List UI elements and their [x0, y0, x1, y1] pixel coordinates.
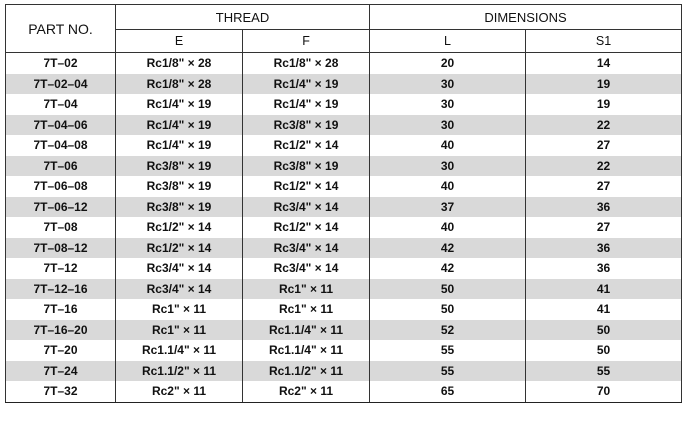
- cell-thread-e: Rc3/4" × 14: [116, 258, 243, 279]
- header-e: E: [116, 30, 243, 53]
- cell-thread-f: Rc3/4" × 14: [243, 258, 370, 279]
- cell-dim-l: 30: [370, 74, 526, 95]
- cell-dim-s1: 36: [526, 238, 682, 259]
- cell-thread-e: Rc1" × 11: [116, 320, 243, 341]
- cell-dim-l: 30: [370, 156, 526, 177]
- cell-thread-f: Rc3/4" × 14: [243, 197, 370, 218]
- table-row: [6, 197, 682, 218]
- header-l: L: [370, 30, 526, 53]
- table-row: [6, 299, 682, 320]
- cell-thread-f: Rc3/8" × 19: [243, 115, 370, 136]
- cell-thread-e: Rc1/8" × 28: [116, 74, 243, 95]
- cell-part-no: 7T–02–04: [6, 74, 116, 95]
- cell-thread-e: Rc1/2" × 14: [116, 217, 243, 238]
- table-header: [6, 5, 682, 53]
- cell-part-no: 7T–04–08: [6, 135, 116, 156]
- table-row: [6, 176, 682, 197]
- cell-dim-l: 55: [370, 340, 526, 361]
- table-row: [6, 74, 682, 95]
- cell-thread-e: Rc1/2" × 14: [116, 238, 243, 259]
- header-s1: S1: [526, 30, 682, 53]
- cell-dim-l: 20: [370, 53, 526, 74]
- cell-part-no: 7T–06: [6, 156, 116, 177]
- cell-thread-f: Rc1/2" × 14: [243, 135, 370, 156]
- table-row: [6, 94, 682, 115]
- cell-thread-e: Rc3/8" × 19: [116, 197, 243, 218]
- cell-thread-e: Rc1.1/4" × 11: [116, 340, 243, 361]
- cell-dim-s1: 22: [526, 156, 682, 177]
- cell-thread-f: Rc1.1/4" × 11: [243, 320, 370, 341]
- cell-dim-s1: 41: [526, 279, 682, 300]
- cell-part-no: 7T–08–12: [6, 238, 116, 259]
- table-row: [6, 217, 682, 238]
- cell-part-no: 7T–12–16: [6, 279, 116, 300]
- cell-dim-l: 55: [370, 361, 526, 382]
- header-thread: THREAD: [116, 5, 370, 30]
- cell-dim-s1: 19: [526, 74, 682, 95]
- cell-dim-s1: 14: [526, 53, 682, 74]
- cell-dim-s1: 19: [526, 94, 682, 115]
- cell-thread-e: Rc1/4" × 19: [116, 135, 243, 156]
- table-row: [6, 53, 682, 74]
- cell-dim-l: 52: [370, 320, 526, 341]
- cell-dim-s1: 50: [526, 320, 682, 341]
- table-row: [6, 320, 682, 341]
- table-row: [6, 258, 682, 279]
- cell-dim-l: 40: [370, 217, 526, 238]
- cell-thread-e: Rc1/4" × 19: [116, 94, 243, 115]
- header-row-top: [6, 5, 682, 30]
- cell-part-no: 7T–04–06: [6, 115, 116, 136]
- cell-dim-l: 30: [370, 115, 526, 136]
- header-dimensions: DIMENSIONS: [370, 5, 682, 30]
- cell-part-no: 7T–12: [6, 258, 116, 279]
- cell-part-no: 7T–24: [6, 361, 116, 382]
- cell-dim-s1: 36: [526, 197, 682, 218]
- cell-thread-e: Rc1" × 11: [116, 299, 243, 320]
- cell-thread-f: Rc1/4" × 19: [243, 74, 370, 95]
- cell-part-no: 7T–16–20: [6, 320, 116, 341]
- table-row: [6, 156, 682, 177]
- cell-thread-f: Rc1/8" × 28: [243, 53, 370, 74]
- cell-part-no: 7T–20: [6, 340, 116, 361]
- cell-dim-s1: 41: [526, 299, 682, 320]
- table-row: [6, 340, 682, 361]
- cell-dim-s1: 22: [526, 115, 682, 136]
- cell-dim-l: 50: [370, 299, 526, 320]
- cell-thread-e: Rc1/4" × 19: [116, 115, 243, 136]
- table-row: [6, 135, 682, 156]
- cell-thread-f: Rc1/2" × 14: [243, 217, 370, 238]
- table-row: [6, 238, 682, 259]
- cell-dim-l: 65: [370, 381, 526, 402]
- cell-dim-l: 30: [370, 94, 526, 115]
- cell-thread-f: Rc1/2" × 14: [243, 176, 370, 197]
- spec-table-container: [5, 4, 681, 403]
- cell-dim-s1: 70: [526, 381, 682, 402]
- cell-part-no: 7T–04: [6, 94, 116, 115]
- cell-dim-l: 37: [370, 197, 526, 218]
- cell-thread-f: Rc1.1/2" × 11: [243, 361, 370, 382]
- cell-thread-f: Rc1/4" × 19: [243, 94, 370, 115]
- cell-dim-s1: 27: [526, 135, 682, 156]
- cell-dim-s1: 55: [526, 361, 682, 382]
- cell-dim-s1: 36: [526, 258, 682, 279]
- cell-dim-l: 42: [370, 238, 526, 259]
- cell-part-no: 7T–02: [6, 53, 116, 74]
- cell-dim-s1: 27: [526, 176, 682, 197]
- cell-thread-e: Rc3/8" × 19: [116, 156, 243, 177]
- cell-thread-e: Rc1.1/2" × 11: [116, 361, 243, 382]
- header-part-no: PART NO.: [6, 5, 116, 53]
- spec-table: [5, 4, 682, 403]
- cell-thread-f: Rc3/8" × 19: [243, 156, 370, 177]
- header-f: F: [243, 30, 370, 53]
- cell-thread-f: Rc3/4" × 14: [243, 238, 370, 259]
- cell-thread-e: Rc2" × 11: [116, 381, 243, 402]
- cell-thread-e: Rc3/4" × 14: [116, 279, 243, 300]
- cell-dim-l: 42: [370, 258, 526, 279]
- cell-dim-s1: 27: [526, 217, 682, 238]
- cell-part-no: 7T–32: [6, 381, 116, 402]
- cell-dim-l: 40: [370, 176, 526, 197]
- cell-part-no: 7T–08: [6, 217, 116, 238]
- cell-part-no: 7T–16: [6, 299, 116, 320]
- cell-thread-e: Rc1/8" × 28: [116, 53, 243, 74]
- cell-thread-f: Rc2" × 11: [243, 381, 370, 402]
- cell-thread-f: Rc1.1/4" × 11: [243, 340, 370, 361]
- table-row: [6, 279, 682, 300]
- cell-thread-e: Rc3/8" × 19: [116, 176, 243, 197]
- table-row: [6, 381, 682, 402]
- cell-dim-s1: 50: [526, 340, 682, 361]
- table-row: [6, 115, 682, 136]
- cell-part-no: 7T–06–12: [6, 197, 116, 218]
- cell-thread-f: Rc1" × 11: [243, 299, 370, 320]
- cell-part-no: 7T–06–08: [6, 176, 116, 197]
- table-body: [6, 53, 682, 403]
- cell-thread-f: Rc1" × 11: [243, 279, 370, 300]
- table-row: [6, 361, 682, 382]
- cell-dim-l: 40: [370, 135, 526, 156]
- cell-dim-l: 50: [370, 279, 526, 300]
